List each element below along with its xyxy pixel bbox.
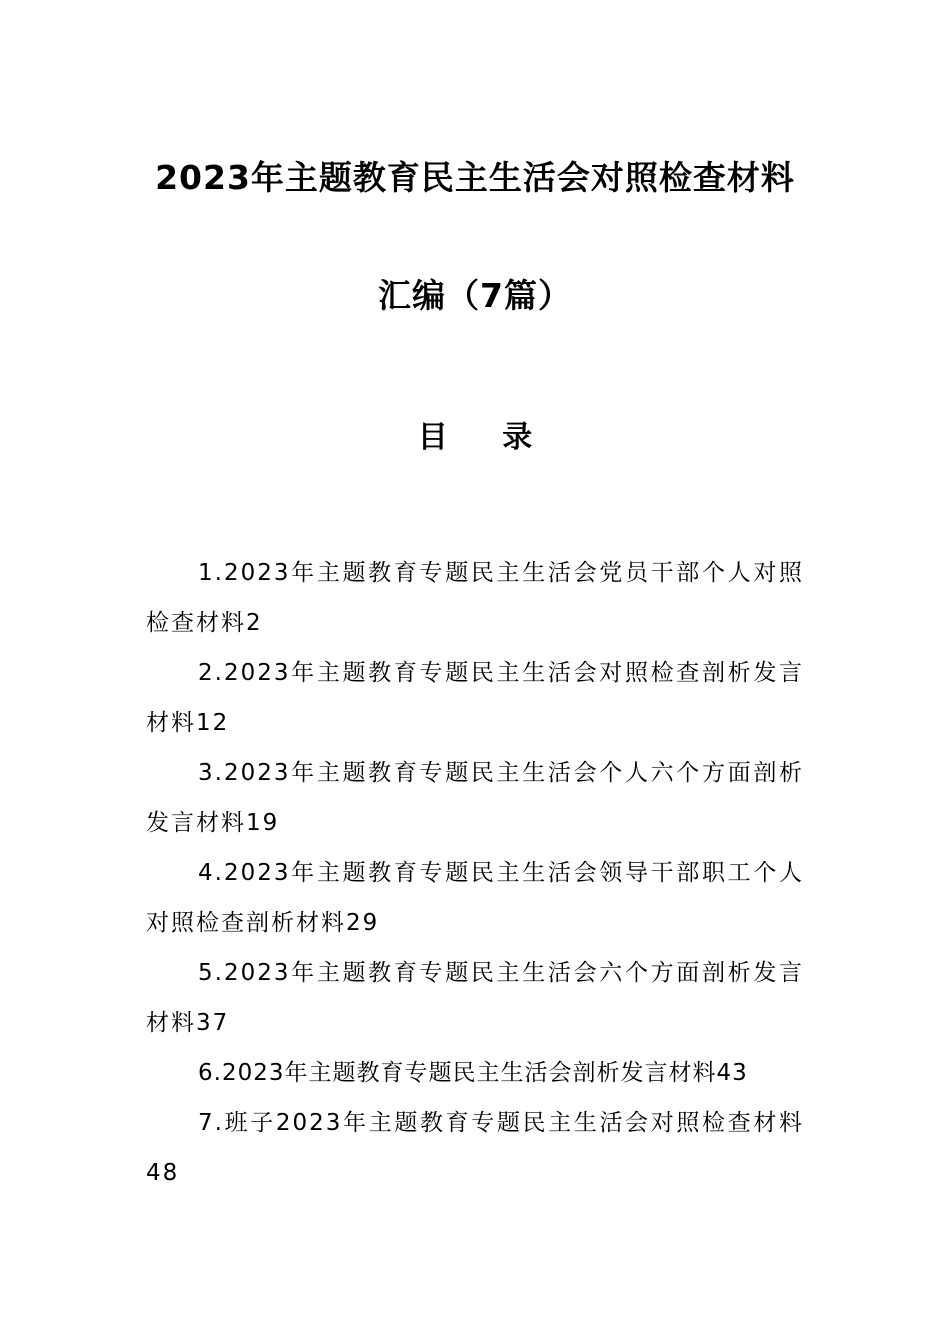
toc-item-7[interactable]: 7.班子2023年主题教育专题民主生活会对照检查材料48: [146, 1110, 804, 1186]
table-of-contents: [146, 548, 804, 1198]
toc-item-5[interactable]: 5.2023年主题教育专题民主生活会六个方面剖析发言材料37: [146, 960, 804, 1036]
toc-heading: 目 录: [417, 420, 555, 455]
toc-item-1[interactable]: 1.2023年主题教育专题民主生活会党员干部个人对照检查材料2: [146, 560, 804, 636]
toc-item-2[interactable]: 2.2023年主题教育专题民主生活会对照检查剖析发言材料12: [146, 660, 804, 736]
document-title-line-2: 汇编（7篇）: [378, 276, 572, 315]
toc-item-6[interactable]: 6.2023年主题教育专题民主生活会剖析发言材料43: [198, 1060, 748, 1086]
toc-item-4[interactable]: 4.2023年主题教育专题民主生活会领导干部职工个人对照检查剖析材料29: [146, 860, 804, 936]
document-title-line-1: 2023年主题教育民主生活会对照检查材料: [155, 158, 795, 197]
toc-item-3[interactable]: 3.2023年主题教育专题民主生活会个人六个方面剖析发言材料19: [146, 760, 804, 836]
